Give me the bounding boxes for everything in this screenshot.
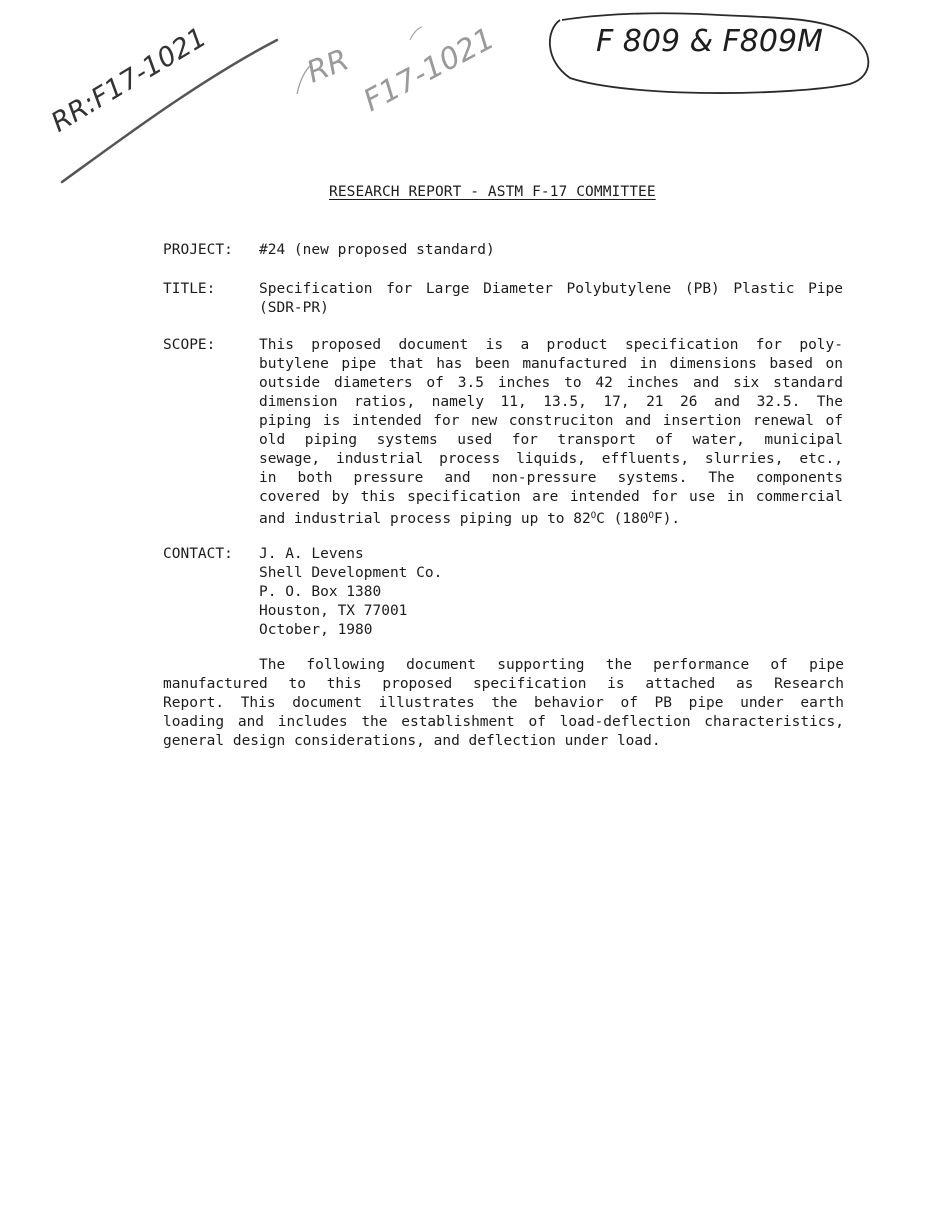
body-line: loading and includes the establishment of load-deflection characteristics,: [163, 714, 844, 730]
scope-line: piping is intended for new construciton and insertion renewal of: [259, 413, 843, 429]
title-value: [259, 280, 843, 318]
contact-block: [259, 545, 843, 640]
project-value: #24 (new proposed standard): [259, 242, 495, 258]
body-paragraph: [163, 656, 844, 751]
title-line-2: (SDR-PR): [259, 300, 329, 316]
scope-line: covered by this specification are intended for use in commercial: [259, 489, 843, 505]
scope-line: outside diameters of 3.5 inches to 42 inches and six standard: [259, 375, 843, 391]
contact-name: J. A. Levens: [259, 546, 364, 562]
handwritten-note-center-2: F17-1021: [358, 21, 501, 119]
scope-line: in both pressure and non-pressure systems. The components: [259, 470, 843, 486]
handwritten-note-right: F 809 & F809M: [596, 24, 823, 59]
scope-text: [259, 336, 843, 529]
contact-date: October, 1980: [259, 622, 373, 638]
project-label: PROJECT:: [163, 242, 233, 258]
body-line: Report. This document illustrates the behavior of PB pipe under earth: [163, 695, 844, 711]
contact-po-box: P. O. Box 1380: [259, 584, 382, 600]
scope-line: sewage, industrial process liquids, effluents, slurries, etc.,: [259, 451, 843, 467]
contact-city: Houston, TX 77001: [259, 603, 408, 619]
scope-last-line: and industrial process piping up to $82^OC$ $(180^OF)$.: [259, 511, 681, 527]
scope-line: old piping systems used for transport of water, municipal: [259, 432, 843, 448]
title-line-1: Specification for Large Diameter Polybutylene (PB) Plastic Pipe: [259, 281, 843, 297]
scope-line: This proposed document is a product specification for poly-: [259, 337, 843, 353]
contact-company: Shell Development Co.: [259, 565, 443, 581]
scope-label: SCOPE:: [163, 337, 216, 353]
body-line-1: The following document supporting the performance of pipe: [259, 657, 844, 673]
body-line: manufactured to this proposed specification is attached as Research: [163, 676, 844, 692]
scope-line: dimension ratios, namely 11, 13.5, 17, 21 26 and 32.5. The: [259, 394, 843, 410]
body-last-line: general design considerations, and deflection under load.: [163, 733, 661, 749]
report-title: RESEARCH REPORT - ASTM F-17 COMMITTEE: [329, 184, 656, 200]
contact-label: CONTACT:: [163, 546, 233, 562]
title-label: TITLE:: [163, 281, 216, 297]
scope-line: butylene pipe that has been manufactured in dimensions based on: [259, 356, 843, 372]
handwritten-note-left: RR:F17-1021: [46, 21, 212, 139]
handwritten-note-center-1: RR: [302, 42, 354, 91]
